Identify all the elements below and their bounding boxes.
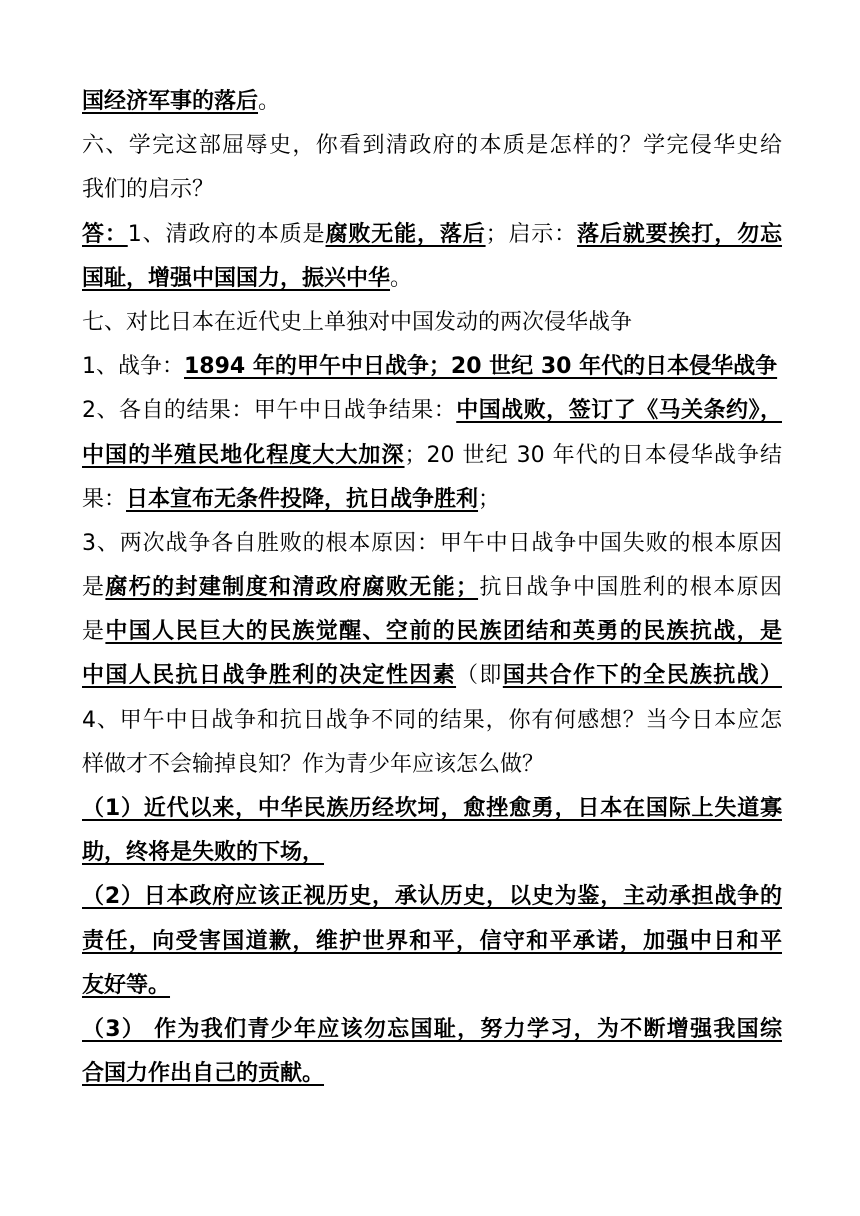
text-line bbox=[82, 80, 782, 124]
text-segment: 1、战争： bbox=[82, 354, 184, 380]
text-segment: 七、对比日本在近代史上单独对中国发动的两次侵华战争 bbox=[82, 309, 633, 335]
answer-text: 落后就要挨打，勿忘 bbox=[577, 221, 782, 247]
text-segment: 。 bbox=[390, 265, 413, 291]
text-segment: 我们的启示？ bbox=[82, 177, 215, 203]
text-line bbox=[82, 345, 782, 389]
answer-text: 国经济军事的落后 bbox=[82, 89, 259, 114]
text-line bbox=[82, 257, 782, 301]
text-segment: （即 bbox=[456, 663, 503, 689]
text-line bbox=[82, 213, 782, 257]
text-line bbox=[82, 566, 782, 610]
text-segment: 果： bbox=[82, 486, 127, 512]
text-line bbox=[82, 1052, 782, 1096]
text-line bbox=[82, 1008, 782, 1052]
answer-text: （3） 作为我们青少年应该勿忘国耻，努力学习，为不断增强我国综 bbox=[82, 1016, 782, 1042]
answer-text: （2）日本政府应该正视历史，承认历史，以史为鉴，主动承担战争的 bbox=[82, 884, 782, 910]
text-line bbox=[82, 831, 782, 875]
answer-text: 国耻，增强中国国力，振兴中华 bbox=[82, 265, 391, 291]
answer-text: （1）近代以来，中华民族历经坎坷，愈挫愈勇，日本在国际上失道寡 bbox=[82, 796, 782, 821]
text-segment: 样做才不会输掉良知？作为青少年应该怎么做？ bbox=[82, 751, 545, 777]
text-line bbox=[82, 654, 782, 698]
text-segment: 。 bbox=[258, 89, 281, 114]
text-segment: 4、甲午中日战争和抗日战争不同的结果，你有何感想？当今日本应怎 bbox=[82, 707, 782, 733]
text-line bbox=[82, 434, 782, 478]
answer-text: 腐败无能，落后 bbox=[325, 221, 486, 247]
text-line bbox=[82, 964, 782, 1008]
text-segment: ；启示： bbox=[485, 221, 578, 247]
text-line bbox=[82, 743, 782, 787]
answer-text: 中国的半殖民地化程度大大加深 bbox=[82, 442, 405, 468]
text-line bbox=[82, 301, 782, 345]
text-segment: ；20 世纪 30 年代的日本侵华战争结 bbox=[404, 442, 782, 468]
text-segment: 3、两次战争各自胜败的根本原因：甲午中日战争中国失败的根本原因 bbox=[82, 530, 782, 556]
answer-text: 腐朽的封建制度和清政府腐败无能； bbox=[105, 575, 479, 601]
answer-text: 合国力作出自己的贡献。 bbox=[82, 1061, 325, 1087]
text-line bbox=[82, 699, 782, 743]
answer-text: 日本宣布无条件投降，抗日战争胜利 bbox=[126, 486, 479, 512]
text-line bbox=[82, 610, 782, 654]
text-line bbox=[82, 168, 782, 212]
answer-text: 答： bbox=[82, 221, 128, 247]
text-line bbox=[82, 522, 782, 566]
text-segment: 是 bbox=[82, 619, 106, 645]
text-line bbox=[82, 920, 782, 964]
text-segment: ； bbox=[478, 486, 501, 512]
text-segment: 2、各自的结果：甲午中日战争结果： bbox=[82, 398, 457, 424]
text-segment: 1、清政府的本质是 bbox=[127, 221, 326, 247]
text-line bbox=[82, 389, 782, 433]
text-segment: 抗日战争中国胜利的根本原因 bbox=[478, 575, 782, 601]
answer-text: 中国人民抗日战争胜利的决定性因素 bbox=[82, 663, 457, 689]
answer-text: 国共合作下的全民族抗战） bbox=[502, 663, 782, 689]
answer-text: 助，终将是失败的下场， bbox=[82, 840, 325, 866]
answer-text: 中国战败，签订了《马关条约》， bbox=[456, 398, 782, 424]
document-page bbox=[82, 80, 782, 1096]
text-line bbox=[82, 478, 782, 522]
text-segment: 是 bbox=[82, 575, 106, 601]
answer-text: 1894 年的甲午中日战争；20 世纪 30 年代的日本侵华战争 bbox=[184, 354, 778, 380]
text-segment: 六、学完这部屈辱史，你看到清政府的本质是怎样的？学完侵华史给 bbox=[82, 133, 782, 159]
answer-text: 责任，向受害国道歉，维护世界和平，信守和平承诺，加强中日和平 bbox=[82, 928, 782, 954]
answer-text: 友好等。 bbox=[82, 972, 171, 998]
text-line bbox=[82, 124, 782, 168]
text-line bbox=[82, 787, 782, 831]
answer-text: 中国人民巨大的民族觉醒、空前的民族团结和英勇的民族抗战，是 bbox=[105, 619, 782, 645]
text-line bbox=[82, 875, 782, 919]
